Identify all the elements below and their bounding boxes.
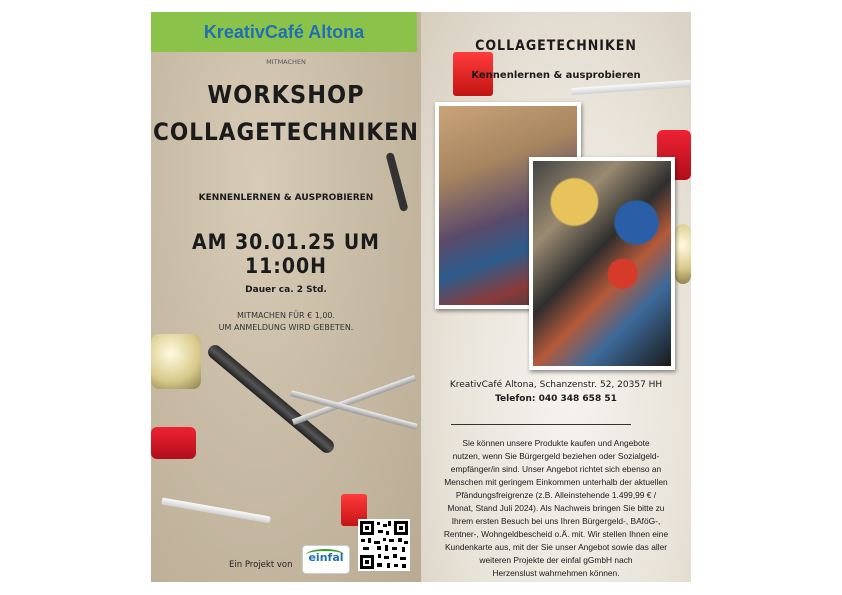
body-line: Menschen mit geringem Einkommen unterhalb der aktuellen bbox=[444, 477, 668, 487]
body-line: Pfändungsfreigrenze (z.B. Alleinstehende 1.499,99 € / bbox=[455, 490, 657, 500]
body-line: Rentner-, Wohngeldbescheid o.Ä. mit. Wir stellen Ihnen eine bbox=[443, 529, 669, 539]
eligibility-text bbox=[439, 437, 673, 580]
flyer-front-page bbox=[151, 12, 421, 582]
craft-knife-decoration bbox=[161, 498, 271, 524]
glue-tube-decoration bbox=[151, 427, 196, 459]
header-subline: MITMACHEN bbox=[266, 58, 306, 66]
photo-collage-example bbox=[529, 157, 675, 370]
back-title: COLLAGETECHNIKEN bbox=[475, 38, 637, 54]
flyer-back-page bbox=[421, 12, 691, 582]
event-date: AM 30.01.25 UM 11:00H bbox=[192, 230, 380, 278]
glue-jar-decoration bbox=[675, 224, 691, 284]
glue-jar-decoration bbox=[151, 334, 201, 389]
title-line-1: WORKSHOP bbox=[207, 80, 365, 109]
body-line: nutzen, wenn Sie Bürgergeld beziehen oder Sozialgeld- bbox=[452, 451, 660, 461]
address: KreativCafé Altona, Schanzenstr. 52, 20357 HH bbox=[449, 380, 663, 390]
qr-code-icon[interactable] bbox=[358, 519, 410, 571]
body-line: Monat, Stand Juli 2024). Als Nachweis bringen Sie bitte zu bbox=[447, 503, 665, 513]
title-line-2: COLLAGETECHNIKEN bbox=[153, 118, 419, 146]
header-banner: KreativCafé Altona bbox=[151, 12, 417, 52]
duration: Dauer ca. 2 Std. bbox=[245, 285, 327, 295]
body-line: Herzenslust wahrnehmen können. bbox=[492, 568, 620, 578]
project-label: Ein Projekt von bbox=[229, 560, 293, 570]
einfal-logo: einfal bbox=[302, 545, 350, 574]
back-subtitle: Kennenlernen & ausprobieren bbox=[471, 70, 641, 81]
scissors-decoration bbox=[383, 152, 421, 232]
body-line: Kundenkarte aus, mit der Sie unser Angebot sowie das aller bbox=[444, 542, 668, 552]
divider bbox=[451, 424, 631, 425]
scissors-blade-decoration bbox=[289, 367, 419, 437]
fee-info: MITMACHEN FÜR € 1,00. bbox=[236, 311, 336, 320]
body-line: empfänger/in sind. Unser Angebot richtet sich ebenso an bbox=[450, 464, 662, 474]
craft-knife-decoration bbox=[571, 80, 691, 95]
subtitle: KENNENLERNEN & AUSPROBIEREN bbox=[198, 193, 374, 203]
registration-info: UM ANMELDUNG WIRD GEBETEN. bbox=[218, 323, 354, 332]
body-line: weiteren Projekte der einfal gGmbH nach bbox=[479, 555, 633, 565]
body-line: Ihrem ersten Besuch bei uns Ihren Bürgergeld-, BAföG-, bbox=[451, 516, 661, 526]
phone: Telefon: 040 348 658 51 bbox=[495, 394, 617, 404]
body-line: Sie können unsere Produkte kaufen und Angebote bbox=[462, 438, 650, 448]
